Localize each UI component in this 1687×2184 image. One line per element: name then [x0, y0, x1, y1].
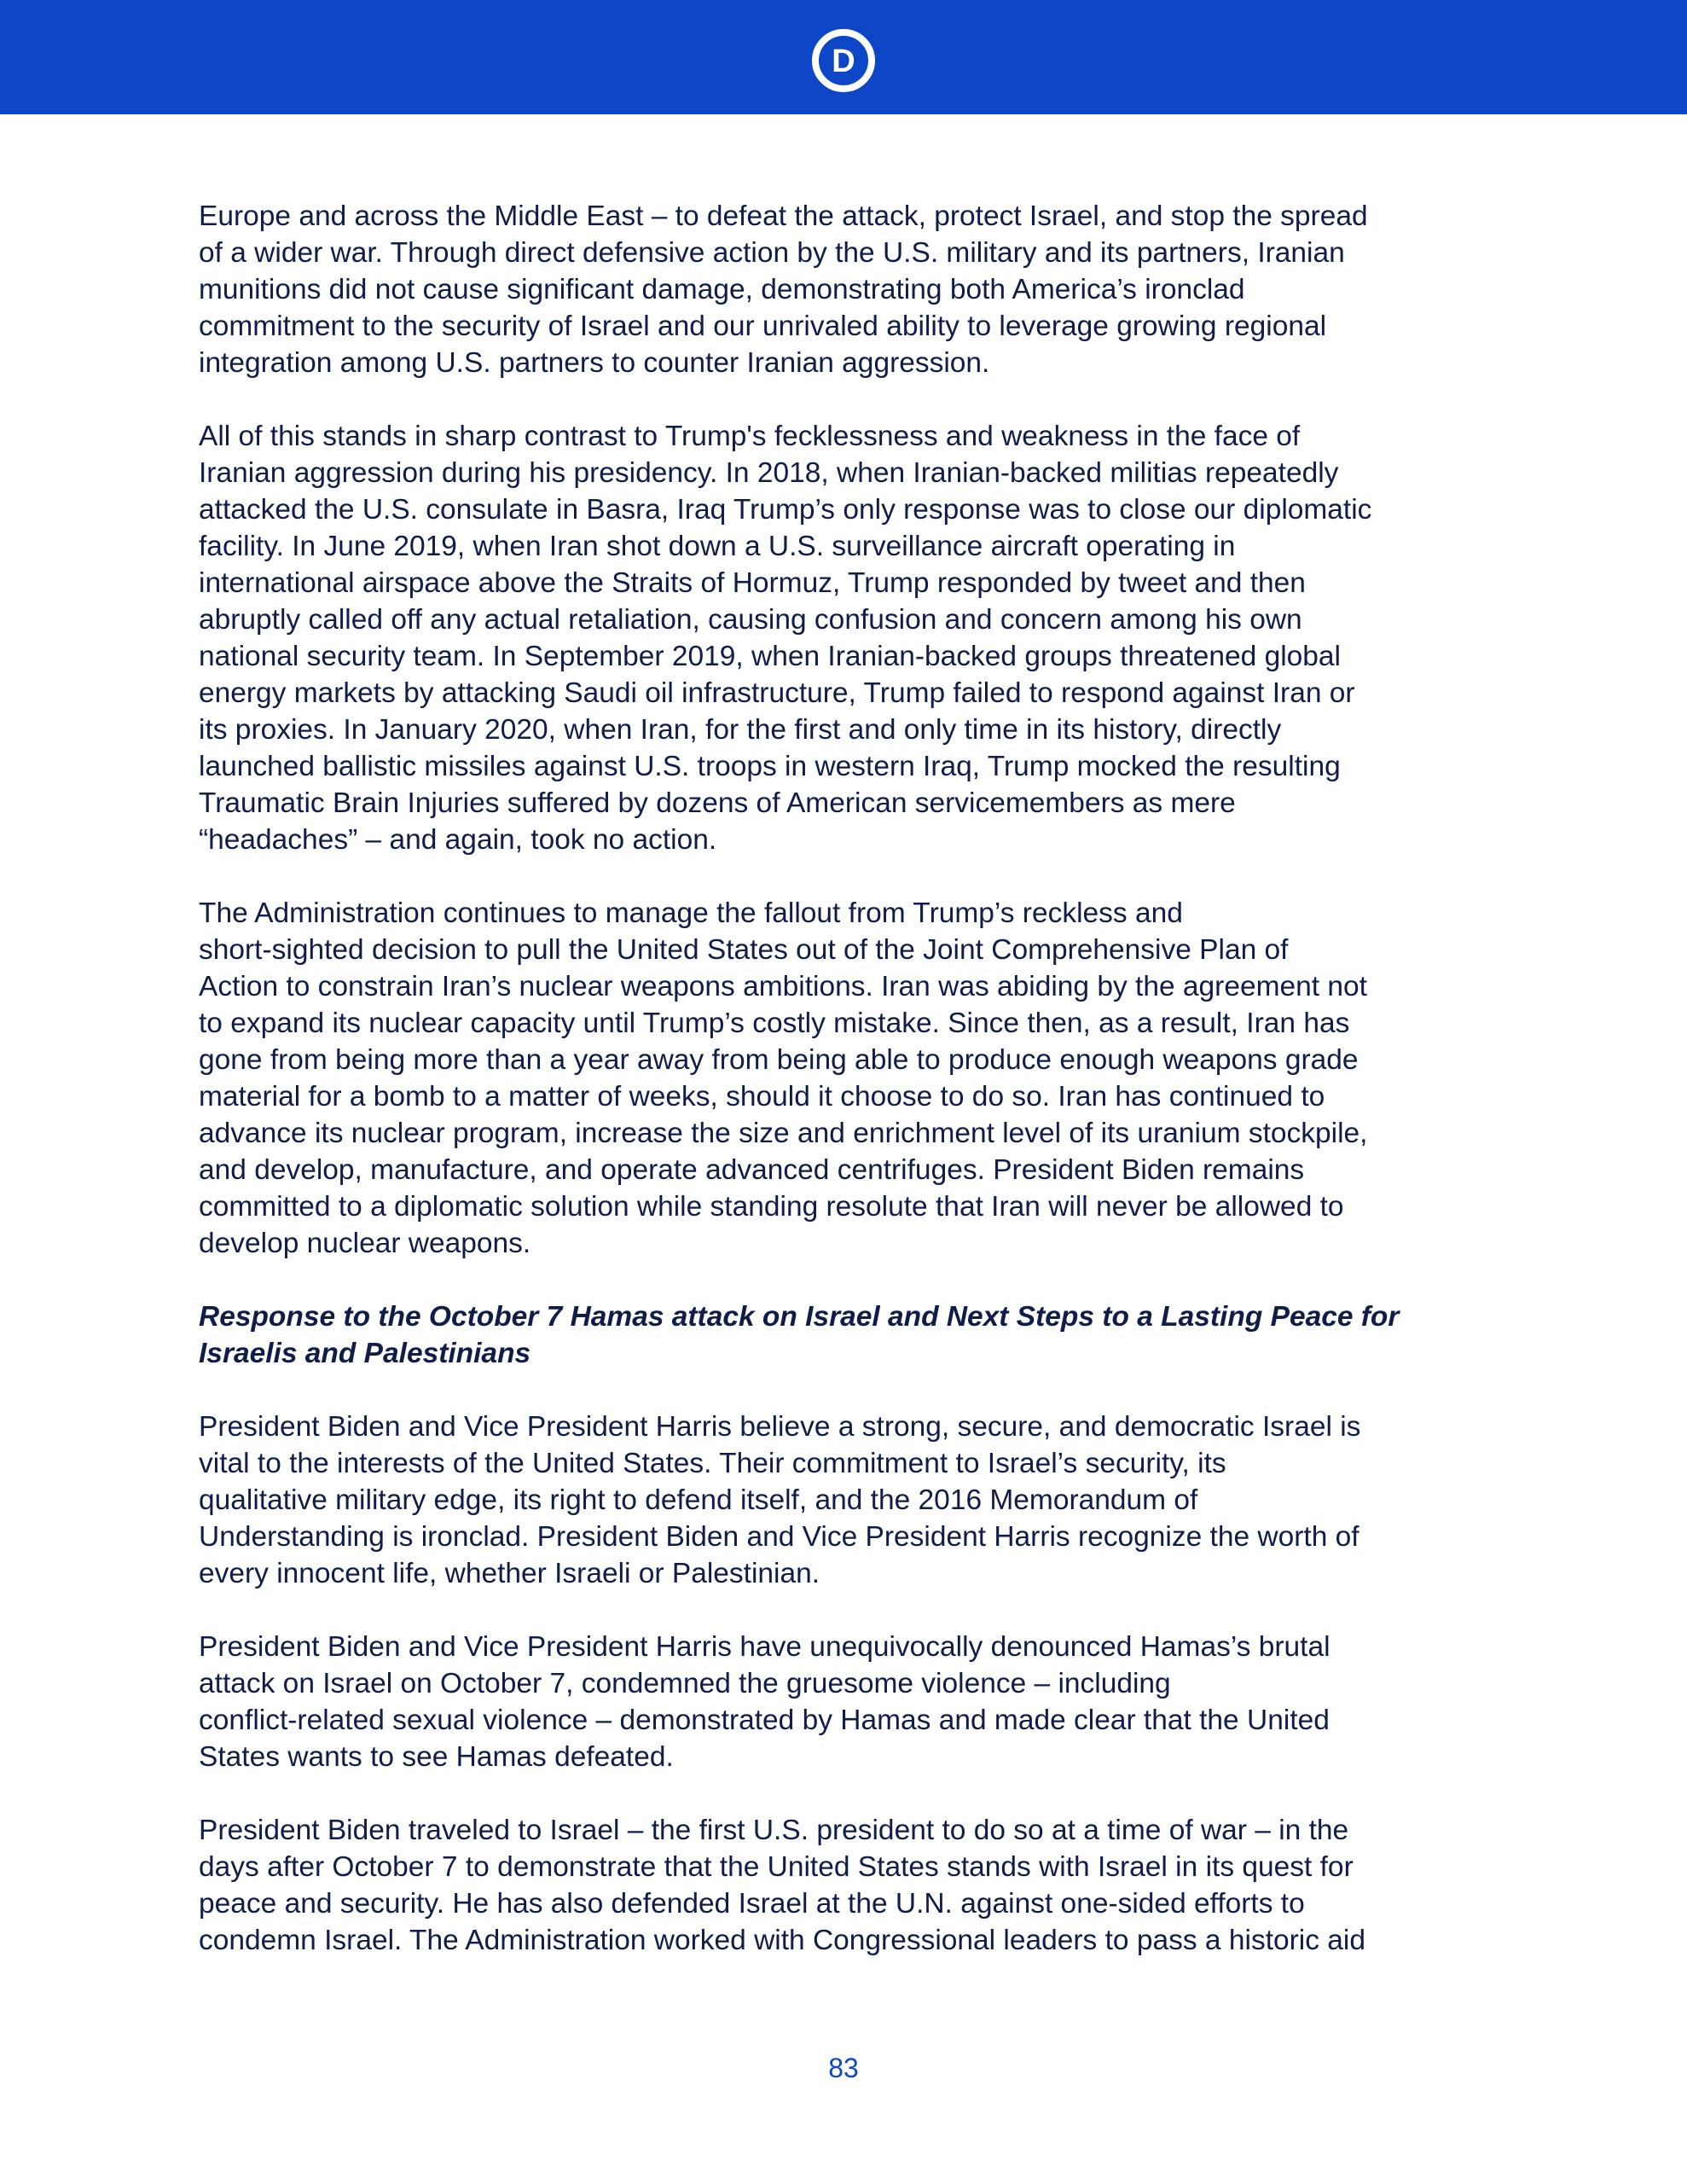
paragraph-jcpoa-fallout: The Administration continues to manage the fallout from Trump’s reckless and short-sighted decision to pull the United States out of the Joint Comprehensive Plan of Action to constrain Iran’s nuclear weapons ambitions. Iran was abiding by the agreement not to expand its nuclear capacity until Trump’s costly mistake. Since then, as a result, Iran has gone from being more than a year away from being able to produce enough weapons grade material for a bomb to a matter of weeks, should it choose to do so. Iran has continued to advance its nuclear program, increase the size and enrichment level of its uranium stockpile, and develop, manufacture, and operate advanced centrifuges. President Biden remains committed to a diplomatic solution while standing resolute that Iran will never be allowed to develop nuclear weapons.	[199, 897, 1368, 1259]
paragraph-trump-weakness: All of this stands in sharp contrast to Trump's fecklessness and weakness in the face of Iranian aggression during his presidency. In 2018, when Iranian-backed militias repeatedly attacked the U.S. consulate in Basra, Iraq Trump’s only response was to close our diplomatic facility. In June 2019, when Iran shot down a U.S. surveillance aircraft operating in international airspace above the Straits of Hormuz, Trump responded by tweet and then abruptly called off any actual retaliation, causing confusion and concern among his own national security team. In September 2019, when Iranian-backed groups threatened global energy markets by attacking Saudi oil infrastructure, Trump failed to respond against Iran or its proxies. In January 2020, when Iran, for the first and only time in its history, directly launched ballistic missiles against U.S. troops in western Iraq, Trump mocked the resulting Traumatic Brain Injuries suffered by dozens of American servicemembers as mere “headaches” – and again, took no action.	[199, 421, 1372, 856]
section-heading: Response to the October 7 Hamas attack on Israel and Next Steps to a Lasting Peace for Israelis and Palestinians	[199, 1301, 1400, 1369]
paragraph-israel-commitment: President Biden and Vice President Harris believe a strong, secure, and democratic Israel is vital to the interests of the United States. Their commitment to Israel’s security, its qualitative military edge, its right to defend itself, and the 2016 Memorandum of Understanding is ironclad. President Biden and Vice President Harris recognize the worth of every innocent life, whether Israeli or Palestinian.	[199, 1411, 1361, 1589]
paragraph-hamas-denounced: President Biden and Vice President Harris have unequivocally denounced Hamas’s brutal attack on Israel on October 7, condemned the gruesome violence – including conflict-related sexual violence – demonstrated by Hamas and made clear that the United States wants to see Hamas defeated.	[199, 1631, 1330, 1773]
paragraph-biden-israel-visit: President Biden traveled to Israel – the first U.S. president to do so at a time of war – in the days after October 7 to demonstrate that the United States stands with Israel in its quest for peace and security. He has also defended Israel at the U.N. against one-sided efforts to condemn Israel. The Administration worked with Congressional leaders to pass a historic aid	[199, 1815, 1365, 1956]
logo-letter: D	[832, 44, 855, 79]
party-logo-icon	[809, 26, 878, 95]
paragraph-iran-attack-defense: Europe and across the Middle East – to defeat the attack, protect Israel, and stop the spread of a wider war. Through direct defensive action by the U.S. military and its partners, Iranian munitions did not cause significant damage, demonstrating both America’s ironclad commitment to the security of Israel and our unrivaled ability to leverage growing regional integration among U.S. partners to counter Iranian aggression.	[199, 200, 1368, 379]
document-body	[199, 198, 1495, 1995]
page-number: 83	[828, 2053, 859, 2083]
header-bar	[0, 0, 1687, 114]
